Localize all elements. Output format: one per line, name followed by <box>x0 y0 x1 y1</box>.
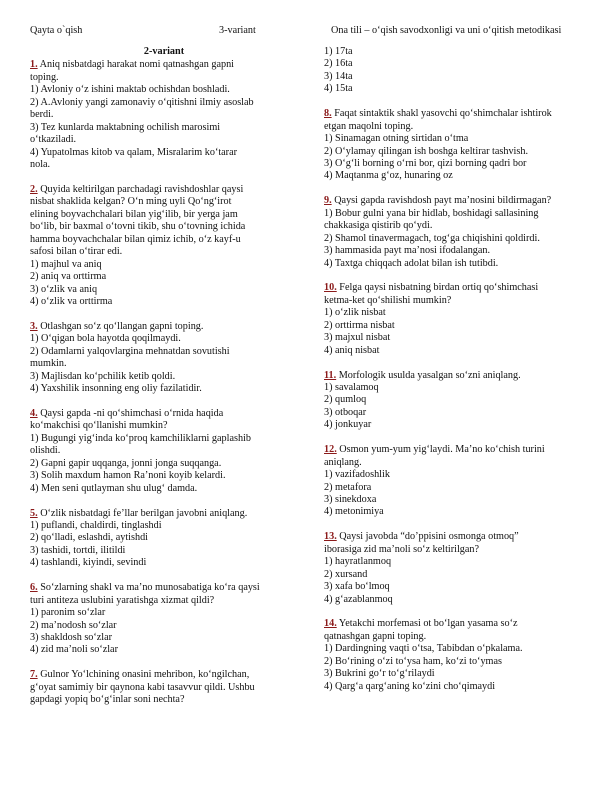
answer-option: 3) Majlisdan ko‘pchilik ketib qoldi. <box>30 370 176 382</box>
answer-option: 3) Solih maxdum hamon Ra’noni koyib kelardi. <box>30 470 226 482</box>
left-question-list <box>30 59 298 706</box>
question-block <box>30 321 298 396</box>
answer-option: 3) otboqar <box>324 406 367 418</box>
question-text-start: Morfologik usulda yasalgan so‘zni aniqlang. <box>338 369 521 381</box>
answer-option: 2) A.Avloniy yangi zamonaviy o‘qitishni ilmiy asoslab <box>30 96 254 108</box>
question-text <box>30 669 298 681</box>
question-block <box>30 669 298 706</box>
question-text-start: Aniq nisbatdagi harakat nomi qatnashgan gapni <box>39 59 234 71</box>
answer-option: 4) metonimiya <box>324 506 384 518</box>
answer-option: 3) shakldosh so‘zlar <box>30 631 113 643</box>
header-left: Qayta o`qish <box>30 25 83 36</box>
question-text-start: O‘zlik nisbatdagi fe’llar berilgan javobni aniqlang. <box>40 507 248 519</box>
question-number: 10. <box>324 282 337 294</box>
question-text <box>30 184 298 196</box>
answer-option: 2) ma’nodosh so‘zlar <box>30 619 117 631</box>
question-text <box>324 444 586 456</box>
right-column <box>324 46 586 706</box>
question-text: g‘oyat samimiy bir qaynona kabi tasavvur qildi. Ushbu <box>30 681 255 693</box>
question-text: hamma boyvachchalar bilan qimiz ichib, o‘z kayf-u <box>30 233 241 245</box>
answer-option: 2) xursand <box>324 568 368 580</box>
answer-option: 2) 16ta <box>324 58 353 70</box>
answer-option: 3) 14ta <box>324 70 353 82</box>
question-text-start: Yetakchi morfemasi ot bo‘lgan yasama so‘z <box>338 618 518 630</box>
answer-option: 4) jonkuyar <box>324 419 372 431</box>
question-text: berdi. <box>30 109 54 121</box>
answer-option: 3) Tez kunlarda maktabning ochilish marosimi <box>30 121 221 133</box>
question-text <box>30 321 298 333</box>
question-block <box>30 408 298 495</box>
question-block <box>30 59 298 171</box>
question-text <box>324 618 586 630</box>
answer-option: 1) hayratlanmoq <box>324 556 392 568</box>
variant-title: 2-variant <box>143 46 185 57</box>
question-number: 13. <box>324 531 337 543</box>
answer-option: 4) Maqtanma g‘oz, hunaring oz <box>324 170 453 182</box>
answer-option: 1) paronim so‘zlar <box>30 607 106 619</box>
answer-option: 1) majhul va aniq <box>30 258 102 270</box>
question-text: ko‘makchisi qo‘llanishi mumkin? <box>30 420 168 432</box>
answer-option: 1) Sinamagan otning sirtidan o‘tma <box>324 133 469 145</box>
answer-option: 1) Bugungi yig‘inda ko‘proq kamchiliklarni gaplashib <box>30 432 251 444</box>
question-text-start: Faqat sintaktik shakl yasovchi qo‘shimchalar ishtirok <box>334 108 552 120</box>
answer-option: 3) sinekdoxa <box>324 494 377 505</box>
question-text: iborasiga zid ma’noli so‘z keltirilgan? <box>324 543 480 555</box>
question-text-start: Otlashgan so‘z qo‘llangan gapni toping. <box>40 320 204 332</box>
answer-option: 2) qumloq <box>324 394 367 406</box>
question-number: 3. <box>30 320 38 332</box>
answer-option: 1) 17ta <box>324 46 353 57</box>
question-text-start: So‘zlarning shakl va ma’no munosabatiga ko‘ra qaysi <box>40 582 260 594</box>
header-center: 3-variant <box>219 25 256 36</box>
question-text <box>30 508 298 520</box>
question-number: 5. <box>30 507 38 519</box>
question-text-start: Qaysi gapda ravishdosh payt ma’nosini bildirmagan? <box>334 195 552 207</box>
answer-option: 2) aniq va orttirma <box>30 271 107 283</box>
question-text: nisbat shaklida kelgan? O‘n ming uyli Qo‘ng‘irot <box>30 196 232 208</box>
question-number: 14. <box>324 618 337 630</box>
question-block <box>324 282 586 357</box>
answer-option: 4) 15ta <box>324 83 353 95</box>
question-text-start: Felga qaysi nisbatning birdan ortiq qo‘shimchasi <box>339 282 539 294</box>
question-block <box>324 370 586 432</box>
question-text: elining boyvachchalari bilan yig‘ilib, bir yerga jam <box>30 208 238 220</box>
question-text: mumkin. <box>30 358 67 370</box>
answer-option: 1) O‘qigan bola hayotda qoqilmaydi. <box>30 333 181 345</box>
question-number: 11. <box>324 369 337 381</box>
question-number: 6. <box>30 582 38 594</box>
question-text-start: Qaysi gapda -ni qo‘shimchasi o‘rnida haqida <box>40 407 224 419</box>
answer-option: 3) O‘g‘li borning o‘rni bor, qizi borning qadri bor <box>324 158 527 170</box>
question-text-start: Osmon yum-yum yig‘laydi. Ma’no ko‘chish turini <box>339 444 545 456</box>
answer-option: 4) Yaxshilik insonning eng oliy fazilatidir. <box>30 383 202 395</box>
question-text <box>324 195 586 207</box>
answer-option: 4) Qarg‘a qarg‘aning ko‘zini cho‘qimaydi <box>324 680 496 692</box>
question-number: 9. <box>324 195 332 207</box>
question-text: gapdagi yopiq bo‘g‘inlar soni nechta? <box>30 694 185 706</box>
answer-option: 4) o‘zlik va orttirma <box>30 296 113 307</box>
answer-option: 1) Bobur gulni yana bir hidlab, boshidagi sallasining <box>324 207 539 219</box>
question-number: 7. <box>30 669 38 681</box>
continued-options <box>324 46 586 96</box>
answer-option: 1) puflandi, chaldirdi, tinglashdi <box>30 519 162 531</box>
question-text-start: Qaysi javobda “do’ppisini osmonga otmoq” <box>339 531 519 543</box>
answer-option: 3) tashidi, tortdi, ilitildi <box>30 544 126 556</box>
answer-option: 3) majxul nisbat <box>324 332 391 344</box>
question-block <box>324 531 586 606</box>
question-text-start: Gulnor Yo‘lchining onasini mehribon, ko‘ngilchan, <box>40 669 250 681</box>
answer-option: 3) o‘zlik va aniq <box>30 283 98 295</box>
question-text: ketma-ket qo‘shilishi mumkin? <box>324 294 452 306</box>
question-text <box>324 531 586 543</box>
question-block <box>324 195 586 270</box>
question-number: 8. <box>324 108 332 120</box>
answer-option: 2) Gapni gapir uqqanga, jonni jonga suqqanga. <box>30 457 222 469</box>
answer-option: 1) o‘zlik nisbat <box>324 307 386 319</box>
answer-option: 4) tashlandi, kiyindi, sevindi <box>30 557 147 569</box>
question-text-start: Quyida keltirilgan parchadagi ravishdoshlar qaysi <box>40 183 244 195</box>
answer-option: 2) qo‘lladi, eslashdi, aytishdi <box>30 532 148 544</box>
question-text <box>324 282 586 294</box>
question-block <box>324 618 586 693</box>
answer-option: 4) Yupatolmas kitob va qalam, Misralarim ko‘tarar <box>30 146 237 158</box>
answer-option: 3) hammasida payt ma’nosi ifodalangan. <box>324 245 491 257</box>
question-text: toping. <box>30 71 59 83</box>
question-text: chakkasiga qistirib qo‘ydi. <box>324 220 433 232</box>
question-text: bo‘lib, bir baxmal o‘tovni tikib, shu o‘tovning ichida <box>30 221 246 233</box>
answer-option: 4) zid ma’noli so‘zlar <box>30 644 118 656</box>
answer-option: 4) g‘azablanmoq <box>324 593 393 605</box>
answer-option: 4) aniq nisbat <box>324 344 380 356</box>
answer-option: 2) orttirma nisbat <box>324 319 395 331</box>
question-block <box>324 108 586 183</box>
question-number: 4. <box>30 407 38 419</box>
answer-option: 1) Dardingning vaqti o‘tsa, Tabibdan o‘pkalama. <box>324 643 523 655</box>
answer-option: 4) Taxtga chiqqach adolat bilan ish tutibdi. <box>324 257 499 269</box>
answer-option: 2) metafora <box>324 481 372 493</box>
answer-option: 2) Shamol tinavermagach, tog‘ga chiqishini qoldirdi. <box>324 232 540 244</box>
answer-option: 1) vazifadoshlik <box>324 469 390 481</box>
header-right: Ona tili – o‘qish savodxonligi va uni o‘qitish metodikasi <box>331 25 562 36</box>
question-text: o‘tkaziladi. <box>30 134 77 146</box>
answer-option: 3) Bukrini go‘r to‘g‘rilaydi <box>324 668 435 680</box>
question-block <box>30 582 298 657</box>
left-column <box>30 46 298 719</box>
question-text: aniqlang. <box>324 456 362 468</box>
question-text: olishdi. <box>30 445 61 457</box>
question-text <box>324 370 586 382</box>
question-text: safosi bilan o‘tirar edi. <box>30 246 123 258</box>
question-text: turi antiteza uslubini yaratishga xizmat qildi? <box>30 594 215 606</box>
question-text <box>30 59 298 71</box>
question-block <box>30 184 298 309</box>
answer-option: 2) Odamlarni yalqovlargina mehnatdan sovutishi <box>30 345 230 357</box>
question-text: nola. <box>30 159 51 171</box>
question-text: etgan maqolni toping. <box>324 120 414 132</box>
answer-option: 1) savalamoq <box>324 381 379 393</box>
question-block <box>324 444 586 519</box>
answer-option: 2) Bo‘rining o‘zi to‘ysa ham, ko‘zi to‘ymas <box>324 655 502 667</box>
question-text: qatnashgan gapni toping. <box>324 630 427 642</box>
question-block <box>30 508 298 570</box>
answer-option: 3) xafa bo‘lmoq <box>324 581 390 593</box>
question-number: 1. <box>30 59 38 71</box>
answer-option: 1) Avloniy o‘z ishini maktab ochishdan boshladi. <box>30 84 230 96</box>
answer-option: 2) O‘ylamay qilingan ish boshga keltirar tashvish. <box>324 145 528 157</box>
question-text <box>30 582 298 594</box>
right-question-list <box>324 108 586 693</box>
answer-option: 4) Men seni qutlayman shu ulug‘ damda. <box>30 482 198 494</box>
question-text <box>30 408 298 420</box>
question-number: 2. <box>30 183 38 195</box>
question-text <box>324 108 586 120</box>
question-number: 12. <box>324 444 337 456</box>
